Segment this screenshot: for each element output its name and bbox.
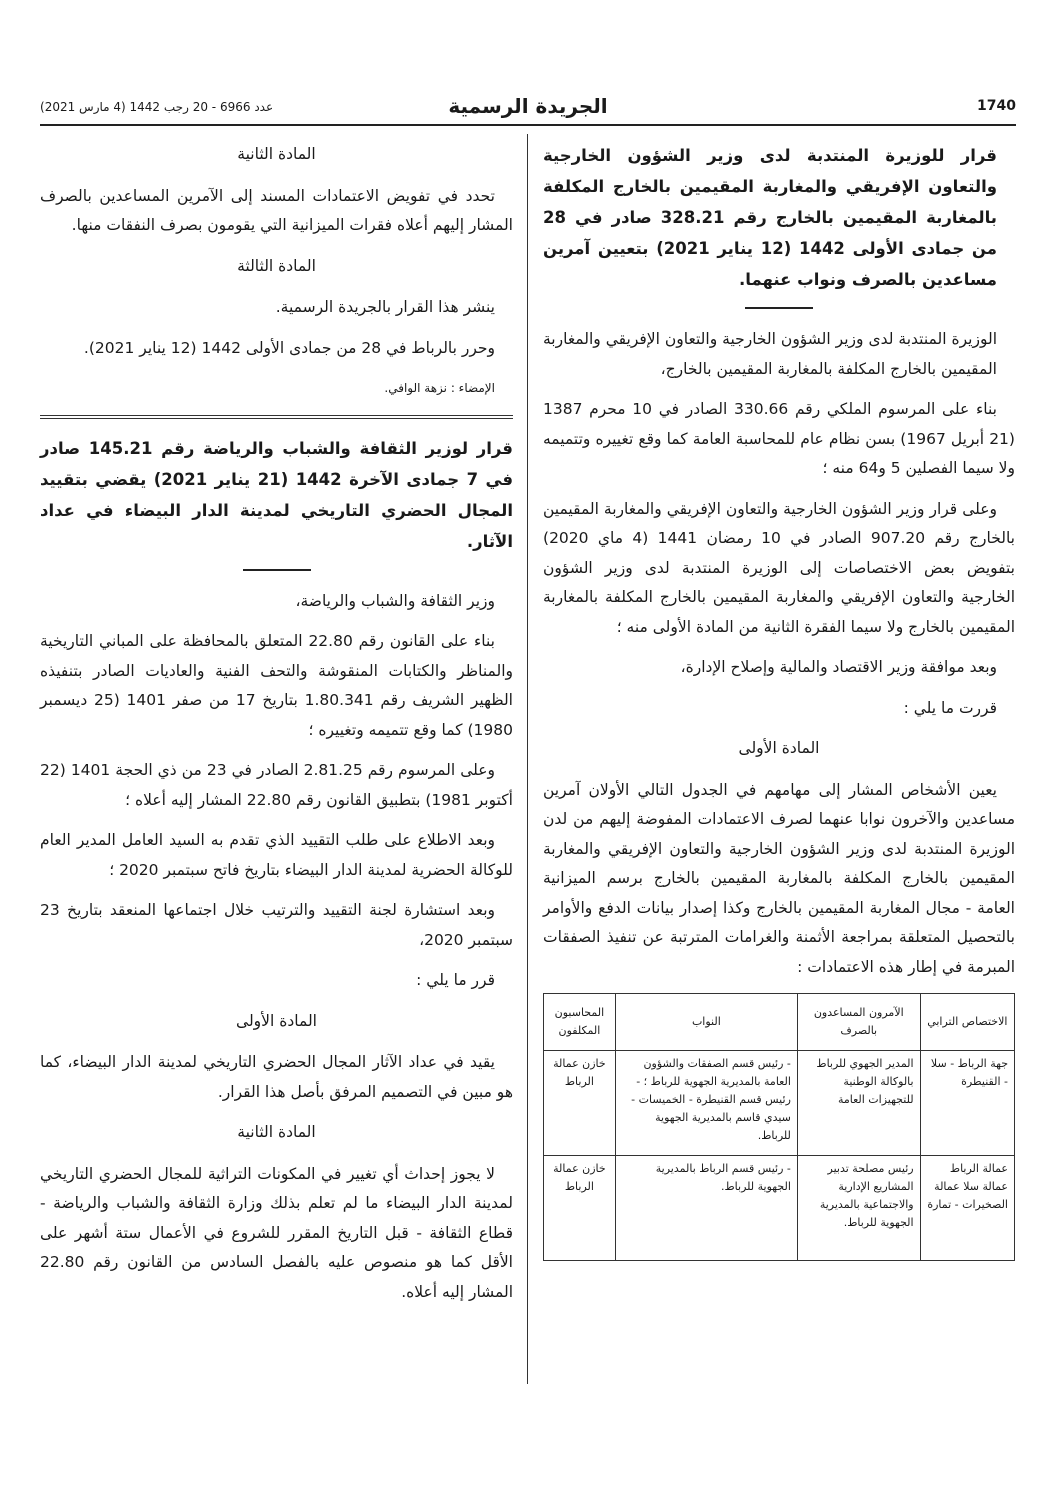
- page-header: [40, 96, 1016, 122]
- article-1-text: يقيد في عداد الآثار المجال الحضري التاريخي لمدينة الدار البيضاء، كما هو مبين في التصميم المرفق بأصل هذا القرار.: [40, 1053, 513, 1101]
- legal-basis-1: بناء على المرسوم الملكي رقم 330.66 الصادر في 10 محرم 1387 (21 أبريل 1967) بسن نظام عام للمحاسبة العامة كما وقع تغييره وتتميمه ولا سيما الفصلين 5 و64 منه ؛: [543, 400, 1015, 477]
- journal-title: الجريدة الرسمية: [448, 94, 608, 118]
- article-1-text: يعين الأشخاص المشار إلى مهامهم في الجدول التالي الأولان آمرين مساعدين والآخرون نوابا عنهما لصرف الاعتمادات المفوضة إليهم من لدن الوزيرة المنتدبة لدى وزير الشؤون الخارجية والتعاون الإفريقي والمغاربة المقيمين بالخارج المكلفة بالمغاربة المقيمين بالخارج برسم الميزانية العامة - مجال المغاربة المقيمين بالخارج وكذا إصدار بيانات الدفع والأوامر بالتحصيل المتعلقة بمراجعة الأثمنة والغرامات المترتبة عن تنفيذ الصفقات المبرمة في إطار هذه الاعتمادات :: [543, 780, 1015, 976]
- table-cell: رئيس مصلحة تدبير المشاريع الإدارية والاجتماعية بالمديرية الجهوية للرباط.: [797, 1156, 920, 1261]
- done-at-line: وحرر بالرباط في 28 من جمادى الأولى 1442 (12 يناير 2021).: [83, 338, 495, 357]
- approval-line: وبعد موافقة وزير الاقتصاد والمالية وإصلاح الإدارة،: [680, 658, 997, 676]
- table-cell: خازن عمالة الرباط: [544, 1156, 616, 1261]
- article-2-heading: المادة الثانية: [237, 145, 316, 163]
- article-3-heading: المادة الثالثة: [237, 256, 316, 275]
- assignments-table: [543, 993, 1015, 1261]
- right-column: [543, 140, 1015, 1261]
- signature: الإمضاء : نزهة الوافي.: [384, 381, 495, 395]
- table-row: [544, 1156, 1015, 1261]
- decided-line: قررت ما يلي :: [903, 698, 997, 717]
- column-divider: [527, 134, 528, 1384]
- left-column: [40, 140, 513, 1318]
- header-deputies: النواب: [615, 994, 797, 1051]
- legal-basis-2: وعلى قرار وزير الشؤون الخارجية والتعاون الإفريقي والمغاربة المقيمين بالخارج رقم 907.20 الصادر في 10 رمضان 1441 (4 ماي 2020) بتفويض بعض الاختصاصات إلى الوزيرة المنتدبة لدى وزير الشؤون الخارجية والتعاون الإفريقي والمغاربة المقيمين بالخارج المكلفة بالمغاربة المقيمين بالخارج ولا سيما الفقرة الثانية من المادة الأولى منه ؛: [543, 499, 1015, 636]
- table-cell: - رئيس قسم الصفقات والشؤون العامة بالمديرية الجهوية للرباط ؛ - رئيس قسم القنيطرة - الخميسات - سيدي قاسم بالمديرية الجهوية للرباط.: [615, 1051, 797, 1156]
- authority-line: الوزيرة المنتدبة لدى وزير الشؤون الخارجية والتعاون الإفريقي والمغاربة المقيمين بالخارج المكلفة بالمغاربة المقيمين بالخارج،: [543, 330, 997, 378]
- title-separator: [745, 307, 813, 309]
- article-2-text: لا يجوز إحداث أي تغيير في المكونات التراثية للمجال الحضري التاريخي لمدينة الدار البيضاء ما لم تعلم بذلك وزارة الثقافة والشباب والرياضة - قطاع الثقافة - قبل التاريخ المقرر للشروع في الأعمال ستة أشهر على الأقل كما هو منصوص عليه بالفصل السادس من القانون رقم 22.80 المشار إليه أعلاه.: [40, 1164, 513, 1301]
- decision-title: قرار للوزيرة المنتدبة لدى وزير الشؤون الخارجية والتعاون الإفريقي والمغاربة المقيمين بالخارج المكلفة بالمغاربة المقيمين بالخارج رقم 328.21 صادر في 28 من جمادى الأولى 1442 (12 يناير 2021) بتعيين آمرين مساعدين بالصرف ونواب عنهما.: [543, 146, 997, 289]
- request-line: وبعد الاطلاع على طلب التقييد الذي تقدم به السيد العامل المدير العام للوكالة الحضرية لمدينة الدار البيضاء بتاريخ فاتح سبتمبر 2020 ؛: [40, 831, 513, 879]
- header-divider: [40, 124, 1016, 126]
- page-number: 1740: [977, 98, 1016, 114]
- decision-2-title: قرار لوزير الثقافة والشباب والرياضة رقم 145.21 صادر في 7 جمادى الآخرة 1442 (21 يناير 2021) يقضي بتقييد المجال الحضري التاريخي لمدينة الدار البيضاء في عداد الآثار.: [40, 438, 513, 551]
- header-sub-authorizers: الآمرون المساعدون بالصرف: [797, 994, 920, 1051]
- article-2-text: تحدد في تفويض الاعتمادات المسند إلى الآمرين المساعدين بالصرف المشار إليهم أعلاه فقرات الميزانية التي يقومون بصرف النفقات منها.: [40, 186, 513, 234]
- table-header-row: [544, 994, 1015, 1051]
- title-separator: [243, 569, 311, 571]
- header-accountants: المحاسبون المكلفون: [544, 994, 616, 1051]
- issue-info: عدد 6966 - 20 رجب 1442 (4 مارس 2021): [40, 100, 274, 114]
- decided-line: قرر ما يلي :: [416, 971, 495, 989]
- section-divider: [40, 415, 513, 419]
- table-cell: خازن عمالة الرباط: [544, 1051, 616, 1156]
- legal-basis-2: وعلى المرسوم رقم 2.81.25 الصادر في 23 من ذي الحجة 1401 (22 أكتوبر 1981) بتطبيق القانون رقم 22.80 المشار إليه أعلاه ؛: [40, 761, 513, 809]
- table-cell: - رئيس قسم الرباط بالمديرية الجهوية للرباط.: [615, 1156, 797, 1261]
- minister-line: وزير الثقافة والشباب والرياضة،: [295, 591, 495, 610]
- header-territory: الاختصاص الترابي: [920, 994, 1014, 1051]
- article-2-heading: المادة الثانية: [237, 1123, 316, 1141]
- table-cell: عمالة الرباط عمالة سلا عمالة الصخيرات - تمارة: [920, 1156, 1014, 1261]
- legal-basis-1: بناء على القانون رقم 22.80 المتعلق بالمحافظة على المباني التاريخية والمناظر والكتابات المنقوشة والتحف الفنية والعاديات الصادر بتنفيذه الظهير الشريف رقم 1.80.341 بتاريخ 17 من صفر 1401 (25 ديسمبر 1980) كما وقع تتميمه وتغييره ؛: [40, 632, 513, 739]
- table-cell: جهة الرباط - سلا - القنيطرة: [920, 1051, 1014, 1156]
- consultation-line: وبعد استشارة لجنة التقييد والترتيب خلال اجتماعها المنعقد بتاريخ 23 سبتمبر 2020،: [40, 901, 513, 949]
- table-row: [544, 1051, 1015, 1156]
- article-1-heading: المادة الأولى: [738, 739, 820, 757]
- article-1-heading: المادة الأولى: [236, 1011, 317, 1030]
- article-3-text: ينشر هذا القرار بالجريدة الرسمية.: [275, 298, 495, 316]
- table-cell: المدير الجهوي للرباط بالوكالة الوطنية للتجهيزات العامة: [797, 1051, 920, 1156]
